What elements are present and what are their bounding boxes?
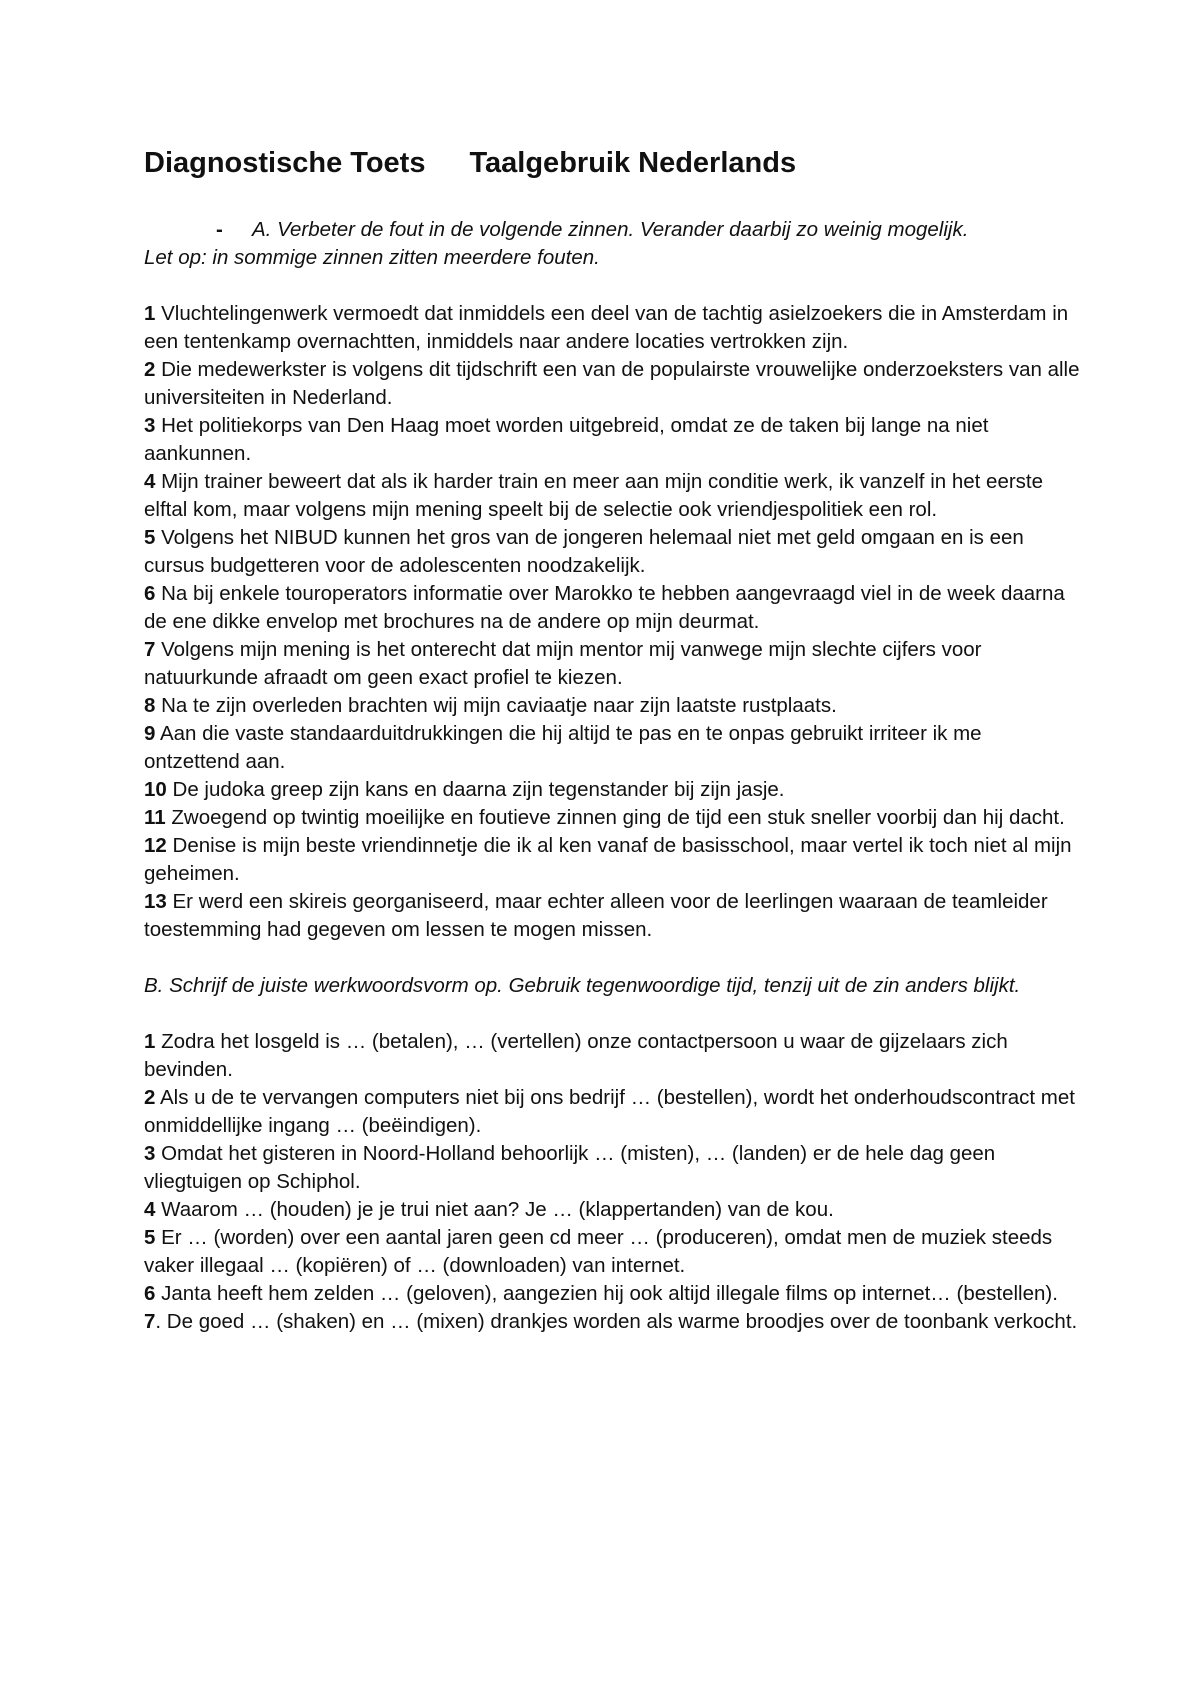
section-b-instruction: B. Schrijf de juiste werkwoordsvorm op. Gebruik tegenwoordige tijd, tenzij uit de zin anders blijkt. bbox=[144, 974, 1021, 997]
item-number: 13 bbox=[144, 890, 167, 913]
item-number: 5 bbox=[144, 1226, 156, 1249]
section-a-note: Let op: in sommige zinnen zitten meerdere fouten. bbox=[144, 246, 600, 269]
list-item bbox=[144, 300, 1080, 356]
list-item bbox=[144, 412, 1080, 468]
item-text: Als u de te vervangen computers niet bij ons bedrijf … (bestellen), wordt het onderhoudscontract met onmiddellijke ingang … (beëindigen). bbox=[144, 1086, 1075, 1137]
section-a-instruction-text: A. Verbeter de fout in de volgende zinnen. Verander daarbij zo weinig mogelijk. bbox=[252, 218, 969, 241]
list-item bbox=[144, 804, 1080, 832]
item-text: Na bij enkele touroperators informatie over Marokko te hebben aangevraagd viel in de week daarna de ene dikke envelop met brochures na de andere op mijn deurmat. bbox=[144, 582, 1065, 633]
item-text: Volgens mijn mening is het onterecht dat mijn mentor mij vanwege mijn slechte cijfers voor natuurkunde afraadt om geen exact profiel te kiezen. bbox=[144, 638, 982, 689]
item-text: Er werd een skireis georganiseerd, maar echter alleen voor de leerlingen waaraan de teamleider toestemming had gegeven om lessen te mogen missen. bbox=[144, 890, 1048, 941]
list-item bbox=[144, 580, 1080, 636]
list-item bbox=[144, 692, 1080, 720]
item-number: 2 bbox=[144, 358, 156, 381]
item-number: 2 bbox=[144, 1086, 156, 1109]
item-number: 1 bbox=[144, 1030, 156, 1053]
item-number: 8 bbox=[144, 694, 156, 717]
item-text: Mijn trainer beweert dat als ik harder train en meer aan mijn conditie werk, ik vanzelf in het eerste elftal kom, maar volgens mijn mening speelt bij de selectie ook vriendjespolitiek een rol. bbox=[144, 470, 1044, 521]
item-number: 3 bbox=[144, 414, 156, 437]
bullet-dash: - bbox=[216, 218, 223, 241]
item-number: 11 bbox=[144, 806, 166, 829]
list-item bbox=[144, 356, 1080, 412]
item-text: Omdat het gisteren in Noord-Holland behoorlijk … (misten), … (landen) er de hele dag geen vliegtuigen op Schiphol. bbox=[144, 1142, 996, 1193]
list-item bbox=[144, 832, 1080, 888]
title-part-1: Diagnostische Toets bbox=[144, 147, 426, 179]
list-item bbox=[144, 776, 1080, 804]
list-item bbox=[144, 888, 1080, 944]
item-number: 6 bbox=[144, 582, 156, 605]
document-title bbox=[144, 146, 1080, 180]
item-number: 4 bbox=[144, 1198, 156, 1221]
item-text: Waarom … (houden) je je trui niet aan? Je … (klappertanden) van de kou. bbox=[155, 1198, 834, 1221]
item-number: 12 bbox=[144, 834, 167, 857]
title-part-2: Taalgebruik Nederlands bbox=[469, 147, 797, 179]
list-item bbox=[144, 1084, 1080, 1140]
item-text: Denise is mijn beste vriendinnetje die ik al ken vanaf de basisschool, maar vertel ik toch niet al mijn geheimen. bbox=[144, 834, 1072, 885]
item-number: 7 bbox=[144, 1310, 156, 1333]
section-a-instruction bbox=[144, 216, 1080, 244]
section-a-list bbox=[144, 300, 1080, 944]
item-text: Vluchtelingenwerk vermoedt dat inmiddels een deel van de tachtig asielzoekers die in Amsterdam in een tentenkamp overnachtten, inmiddels naar andere locaties vertrokken zijn. bbox=[144, 302, 1069, 353]
list-item bbox=[144, 468, 1080, 524]
list-item bbox=[144, 720, 1080, 776]
item-number: 6 bbox=[144, 1282, 156, 1305]
item-text: . De goed … (shaken) en … (mixen) drankjes worden als warme broodjes over de toonbank verkocht. bbox=[155, 1310, 1078, 1333]
item-text: De judoka greep zijn kans en daarna zijn tegenstander bij zijn jasje. bbox=[166, 778, 785, 801]
list-item bbox=[144, 1224, 1080, 1280]
item-text: Zodra het losgeld is … (betalen), … (vertellen) onze contactpersoon u waar de gijzelaars zich bevinden. bbox=[144, 1030, 1008, 1081]
item-number: 4 bbox=[144, 470, 156, 493]
item-text: Janta heeft hem zelden … (geloven), aangezien hij ook altijd illegale films op internet… (bestellen). bbox=[155, 1282, 1058, 1305]
list-item bbox=[144, 636, 1080, 692]
item-number: 10 bbox=[144, 778, 167, 801]
item-number: 3 bbox=[144, 1142, 156, 1165]
list-item bbox=[144, 1196, 1080, 1224]
list-item bbox=[144, 1028, 1080, 1084]
section-b-list bbox=[144, 1028, 1080, 1336]
item-text: Volgens het NIBUD kunnen het gros van de jongeren helemaal niet met geld omgaan en is een cursus budgetteren voor de adolescenten noodzakelijk. bbox=[144, 526, 1024, 577]
list-item bbox=[144, 1140, 1080, 1196]
item-number: 7 bbox=[144, 638, 156, 661]
item-number: 1 bbox=[144, 302, 156, 325]
item-text: Aan die vaste standaarduitdrukkingen die hij altijd te pas en te onpas gebruikt irriteer ik me ontzettend aan. bbox=[144, 722, 982, 773]
item-text: Er … (worden) over een aantal jaren geen cd meer … (produceren), omdat men de muziek steeds vaker illegaal … (kopiëren) of … (downloaden) van internet. bbox=[144, 1226, 1053, 1277]
item-number: 9 bbox=[144, 722, 156, 745]
list-item bbox=[144, 1308, 1080, 1336]
item-text: Zwoegend op twintig moeilijke en foutieve zinnen ging de tijd een stuk sneller voorbij dan hij dacht. bbox=[165, 806, 1065, 829]
list-item bbox=[144, 1280, 1080, 1308]
item-text: Die medewerkster is volgens dit tijdschrift een van de populairste vrouwelijke onderzoeksters van alle universiteiten in Nederland. bbox=[144, 358, 1080, 409]
item-text: Na te zijn overleden brachten wij mijn caviaatje naar zijn laatste rustplaats. bbox=[155, 694, 837, 717]
list-item bbox=[144, 524, 1080, 580]
item-text: Het politiekorps van Den Haag moet worden uitgebreid, omdat ze de taken bij lange na niet aankunnen. bbox=[144, 414, 989, 465]
item-number: 5 bbox=[144, 526, 156, 549]
